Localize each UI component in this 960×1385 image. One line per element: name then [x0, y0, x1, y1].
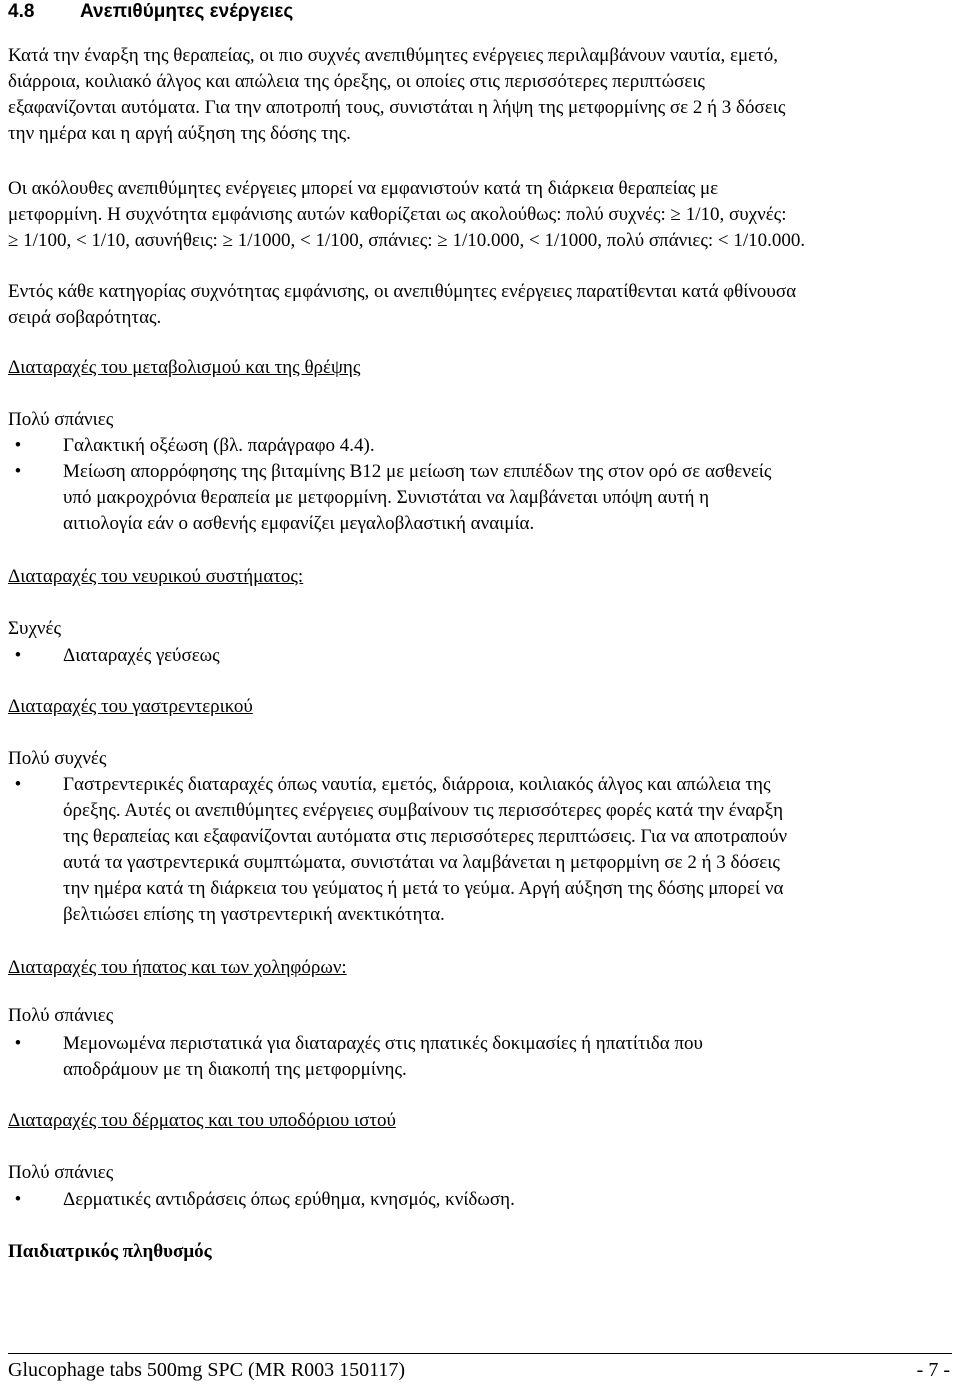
list-item-text: Γαλακτική οξέωση (βλ. παράγραφο 4.4). — [63, 435, 375, 456]
hepato-frequency: Πολύ σπάνιες — [8, 1005, 114, 1026]
paediatric-heading: Παιδιατρικός πληθυσμός — [8, 1241, 212, 1262]
list-item — [8, 643, 948, 669]
frequency-paragraph — [8, 176, 948, 254]
intro-paragraph — [8, 43, 948, 147]
text-line: σειρά σοβαρότητας. — [8, 307, 162, 328]
section-number: 4.8 — [8, 1, 35, 22]
order-paragraph — [8, 279, 948, 331]
bullet-icon: • — [14, 435, 22, 456]
list-item-text: Διαταραχές γεύσεως — [63, 645, 220, 666]
footer-document-id: Glucophage tabs 500mg SPC (MR R003 150117) — [8, 1359, 406, 1381]
bullet-icon: • — [14, 774, 22, 795]
text-line: Κατά την έναρξη της θεραπείας, οι πιο συχνές ανεπιθύμητες ενέργειες περιλαμβάνουν ναυτία, εμετό, — [8, 45, 779, 66]
text-line: βελτιώσει επίσης τη γαστρεντερική ανεκτικότητα. — [63, 904, 445, 925]
text-line: αποδράμουν με τη διακοπή της μετφορμίνης. — [63, 1059, 407, 1080]
skin-frequency: Πολύ σπάνιες — [8, 1162, 114, 1183]
list-item-text: Δερματικές αντιδράσεις όπως ερύθημα, κνησμός, κνίδωση. — [63, 1189, 515, 1210]
hepato-heading: Διαταραχές του ήπατος και των χοληφόρων: — [8, 957, 347, 978]
page-footer — [8, 1357, 952, 1383]
text-line: διάρροια, κοιλιακό άλγος και απώλεια της όρεξης, οι οποίες στις περισσότερες περιπτώσεις — [8, 71, 705, 92]
footer-divider — [8, 1353, 952, 1354]
text-line: μετφορμίνη. Η συχνότητα εμφάνισης αυτών καθορίζεται ως ακολούθως: πολύ συχνές: ≥ 1/10, συχνές: — [8, 204, 787, 225]
list-item-text — [63, 772, 948, 928]
nervous-heading: Διαταραχές του νευρικού συστήματος: — [8, 566, 304, 587]
bullet-icon: • — [14, 1189, 22, 1210]
bullet-icon: • — [14, 461, 22, 482]
list-item — [8, 433, 948, 459]
section-heading — [8, 0, 293, 25]
list-item — [8, 459, 948, 537]
text-line: όρεξης. Αυτές οι ανεπιθύμητες ενέργειες συμβαίνουν τις περισσότερες φορές κατά την έναρξη — [63, 800, 784, 821]
text-line: Οι ακόλουθες ανεπιθύμητες ενέργειες μπορεί να εμφανιστούν κατά τη διάρκεια θεραπείας με — [8, 178, 719, 199]
text-line: υπό μακροχρόνια θεραπεία με μετφορμίνη. Συνιστάται να λαμβάνεται υπόψη αυτή η — [63, 487, 710, 508]
list-item — [8, 772, 948, 928]
text-line: Μεμονωμένα περιστατικά για διαταραχές στις ηπατικές δοκιμασίες ή ηπατίτιδα που — [63, 1033, 703, 1054]
gastro-frequency: Πολύ συχνές — [8, 748, 107, 769]
skin-heading: Διαταραχές του δέρματος και του υποδόριου ιστού — [8, 1110, 396, 1131]
page-number: - 7 - — [916, 1359, 950, 1381]
text-line: Μείωση απορρόφησης της βιταμίνης B12 με μείωση των επιπέδων της στον ορό σε ασθενείς — [63, 461, 772, 482]
bullet-icon: • — [14, 645, 22, 666]
section-title: Ανεπιθύμητες ενέργειες — [80, 1, 294, 22]
metabolism-frequency: Πολύ σπάνιες — [8, 409, 114, 430]
list-item — [8, 1031, 948, 1083]
text-line: ≥ 1/100, < 1/10, ασυνήθεις: ≥ 1/1000, < 1/100, σπάνιες: ≥ 1/10.000, < 1/1000, πολύ σπάνιες: < 1/10.000. — [8, 230, 806, 251]
list-item-text — [63, 459, 948, 537]
text-line: εξαφανίζονται αυτόματα. Για την αποτροπή τους, συνιστάται η λήψη της μετφορμίνης σε 2 ή 3 δόσεις — [8, 97, 786, 118]
bullet-icon: • — [14, 1033, 22, 1054]
text-line: αιτιολογία εάν ο ασθενής εμφανίζει μεγαλοβλαστική αναιμία. — [63, 513, 535, 534]
text-line: Εντός κάθε κατηγορίας συχνότητας εμφάνισης, οι ανεπιθύμητες ενέργειες παρατίθενται κατά φθίνουσα — [8, 281, 797, 302]
metabolism-heading: Διαταραχές του μεταβολισμού και της θρέψης — [8, 357, 361, 378]
text-line: αυτά τα γαστρεντερικά συμπτώματα, συνιστάται να λαμβάνεται η μετφορμίνη σε 2 ή 3 δόσεις — [63, 852, 780, 873]
gastro-heading: Διαταραχές του γαστρεντερικού — [8, 696, 253, 717]
nervous-frequency: Συχνές — [8, 618, 61, 639]
text-line: της θεραπείας και εξαφανίζονται αυτόματα στις περισσότερες περιπτώσεις. Για να αποτραπούν — [63, 826, 788, 847]
list-item-text — [63, 1031, 948, 1083]
list-item — [8, 1187, 948, 1213]
text-line: την ημέρα κατά τη διάρκεια του γεύματος ή μετά το γεύμα. Αργή αύξηση της δόσης μπορεί να — [63, 878, 784, 899]
text-line: την ημέρα και η αργή αύξηση της δόσης της. — [8, 123, 351, 144]
text-line: Γαστρεντερικές διαταραχές όπως ναυτία, εμετός, διάρροια, κοιλιακός άλγος και απώλεια της — [63, 774, 771, 795]
